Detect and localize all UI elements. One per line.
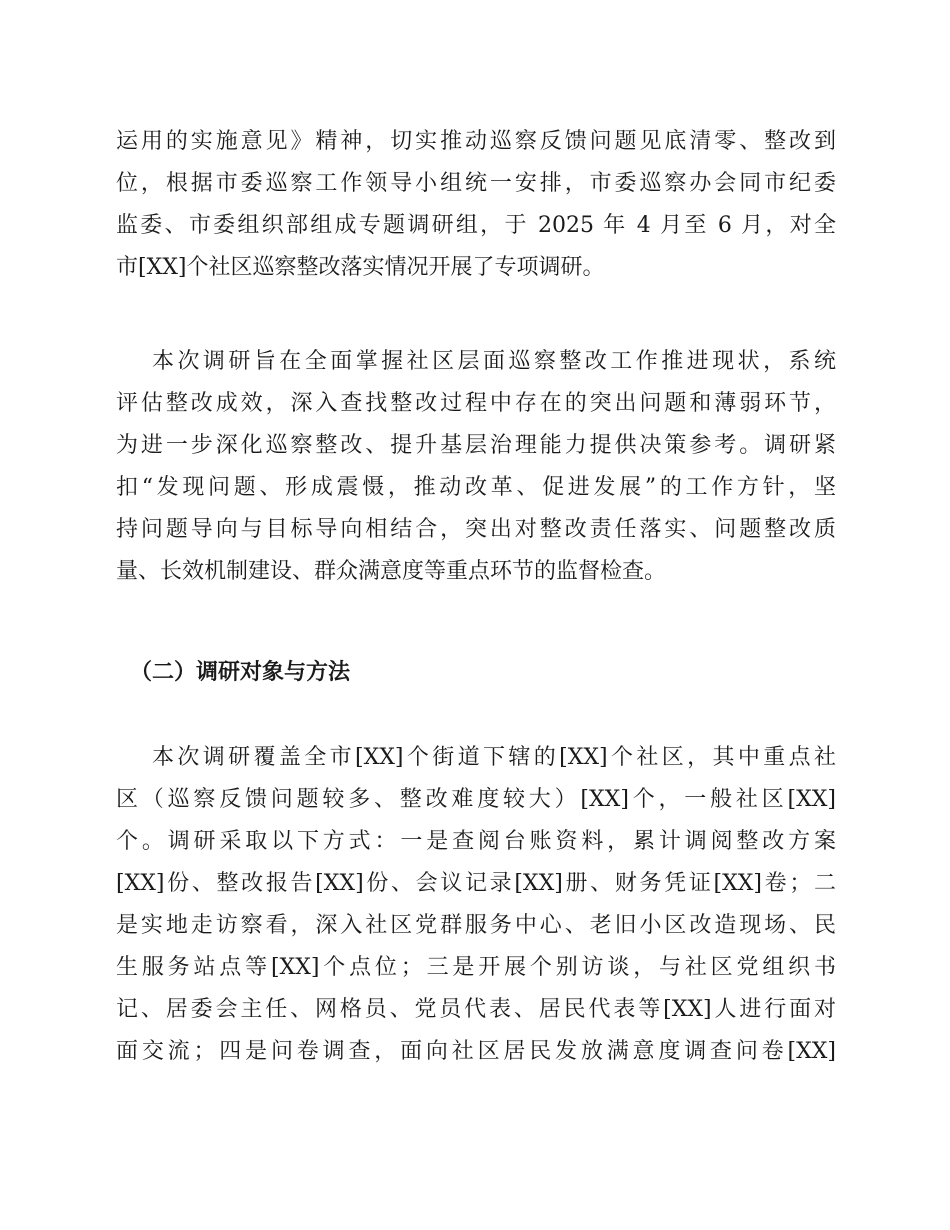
paragraph-3-line-7: 记、居委会主任、网格员、党员代表、居民代表等[XX]人进行面对 [116, 997, 836, 1022]
paragraph-2-line-3: 为进一步深化巡察整改、提升基层治理能力提供决策参考。调研紧 [116, 433, 836, 458]
paragraph-2-line-6: 量、长效机制建设、群众满意度等重点环节的监督检查。 [116, 559, 667, 584]
paragraph-3-line-3: 个。调研采取以下方式：一是查阅台账资料，累计调阅整改方案 [116, 829, 836, 854]
paragraph-2-line-4: 扣“发现问题、形成震慑，推动改革、促进发展”的工作方针，坚 [116, 475, 836, 500]
section-heading: （二）调研对象与方法 [130, 659, 351, 685]
paragraph-3-line-8: 面交流；四是问卷调查，面向社区居民发放满意度调查问卷[XX] [116, 1039, 836, 1064]
paragraph-1-line-1: 运用的实施意见》精神，切实推动巡察反馈问题见底清零、整改到 [116, 129, 836, 154]
paragraph-2-line-5: 持问题导向与目标导向相结合，突出对整改责任落实、问题整改质 [116, 517, 836, 542]
paragraph-3-line-1: 本次调研覆盖全市[XX]个街道下辖的[XX]个社区，其中重点社 [152, 745, 836, 770]
paragraph-1-line-4: 市[XX]个社区巡察整改落实情况开展了专项调研。 [116, 255, 605, 280]
paragraph-1-line-2: 位，根据市委巡察工作领导小组统一安排，市委巡察办会同市纪委 [116, 171, 836, 196]
paragraph-2-line-1: 本次调研旨在全面掌握社区层面巡察整改工作推进现状，系统 [152, 349, 836, 374]
paragraph-3-line-6: 生服务站点等[XX]个点位；三是开展个别访谈，与社区党组织书 [116, 955, 836, 980]
paragraph-1-line-3: 监委、市委组织部组成专题调研组，于 2025 年 4 月至 6 月，对全 [116, 213, 836, 238]
paragraph-3-line-2: 区（巡察反馈问题较多、整改难度较大）[XX]个，一般社区[XX] [116, 787, 836, 812]
paragraph-3-line-4: [XX]份、整改报告[XX]份、会议记录[XX]册、财务凭证[XX]卷；二 [116, 871, 836, 896]
paragraph-3-line-5: 是实地走访察看，深入社区党群服务中心、老旧小区改造现场、民 [116, 913, 836, 938]
paragraph-2-line-2: 评估整改成效，深入查找整改过程中存在的突出问题和薄弱环节， [116, 391, 836, 416]
